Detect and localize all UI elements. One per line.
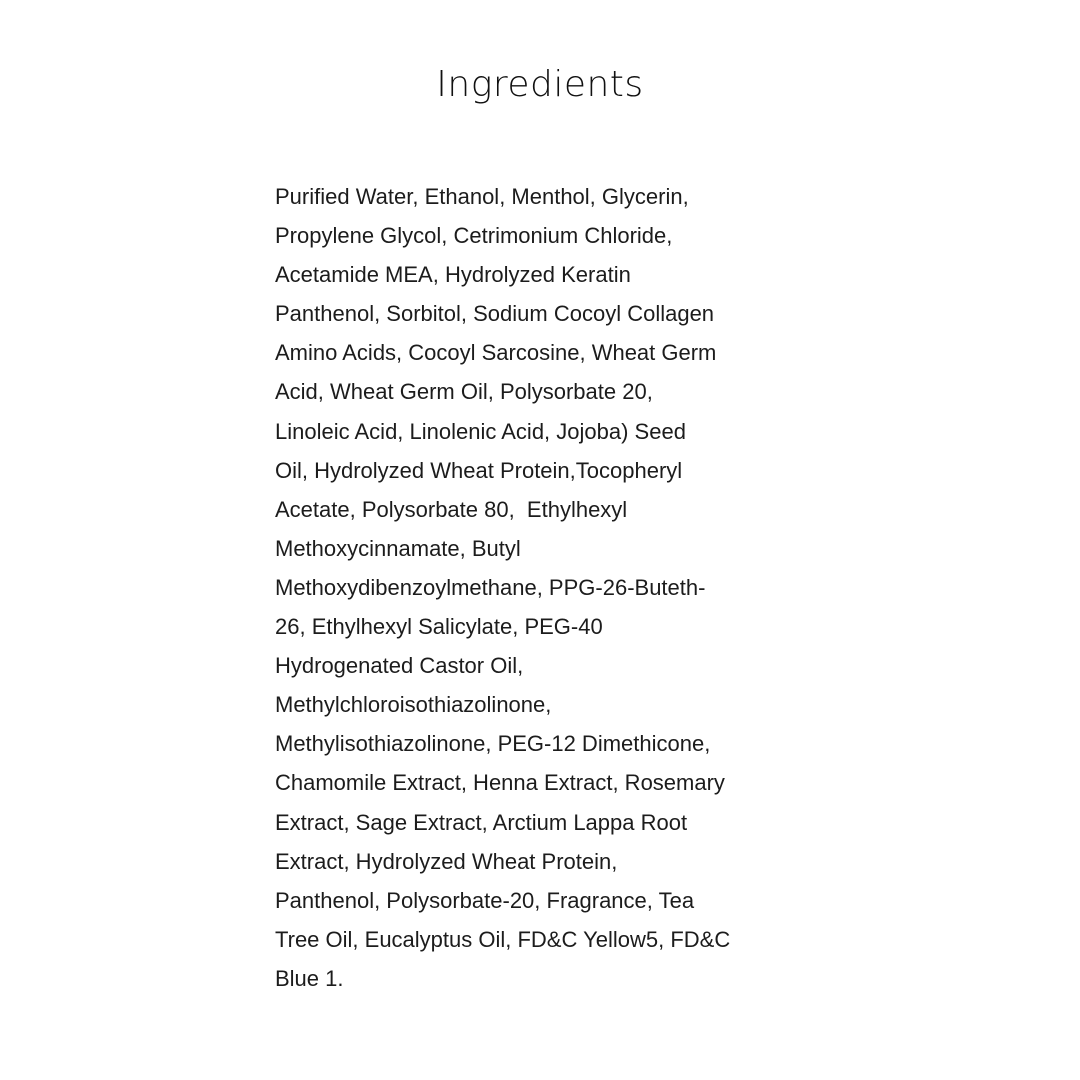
ingredients-line: Amino Acids, Cocoyl Sarcosine, Wheat Germ	[275, 340, 717, 366]
ingredients-line: Chamomile Extract, Henna Extract, Rosemary	[275, 770, 725, 796]
ingredients-line: Extract, Sage Extract, Arctium Lappa Root	[275, 809, 688, 835]
ingredients-line: Tree Oil, Eucalyptus Oil, FD&C Yellow5, FD&C	[275, 926, 731, 952]
ingredients-line: Acetamide MEA, Hydrolyzed Keratin	[275, 262, 631, 288]
ingredients-line: Propylene Glycol, Cetrimonium Chloride,	[275, 223, 673, 249]
ingredients-line: Panthenol, Polysorbate-20, Fragrance, Tea	[275, 887, 695, 913]
ingredients-line: Methoxydibenzoylmethane, PPG-26-Buteth-	[275, 574, 706, 600]
ingredients-line: Blue 1.	[275, 965, 344, 991]
ingredients-line: Purified Water, Ethanol, Menthol, Glycerin,	[275, 184, 689, 209]
ingredients-line: 26, Ethylhexyl Salicylate, PEG-40	[275, 614, 603, 640]
ingredients-line: Methylisothiazolinone, PEG-12 Dimethicone,	[275, 731, 711, 757]
ingredients-line: Methylchloroisothiazolinone,	[275, 692, 552, 718]
ingredients-line: Oil, Hydrolyzed Wheat Protein,Tocopheryl	[275, 457, 683, 483]
ingredients-line: Methoxycinnamate, Butyl	[275, 535, 521, 561]
ingredients-line: Panthenol, Sorbitol, Sodium Cocoyl Collagen	[275, 301, 715, 327]
ingredients-line: Extract, Hydrolyzed Wheat Protein,	[275, 848, 618, 874]
ingredients-list	[275, 177, 815, 998]
page-title: Ingredients	[436, 64, 644, 105]
ingredients-line: Hydrogenated Castor Oil,	[275, 653, 524, 679]
ingredients-line: Linoleic Acid, Linolenic Acid, Jojoba) Seed	[275, 418, 686, 444]
ingredients-line: Acid, Wheat Germ Oil, Polysorbate 20,	[275, 379, 653, 405]
ingredients-line: Acetate, Polysorbate 80, Ethylhexyl	[275, 496, 628, 522]
